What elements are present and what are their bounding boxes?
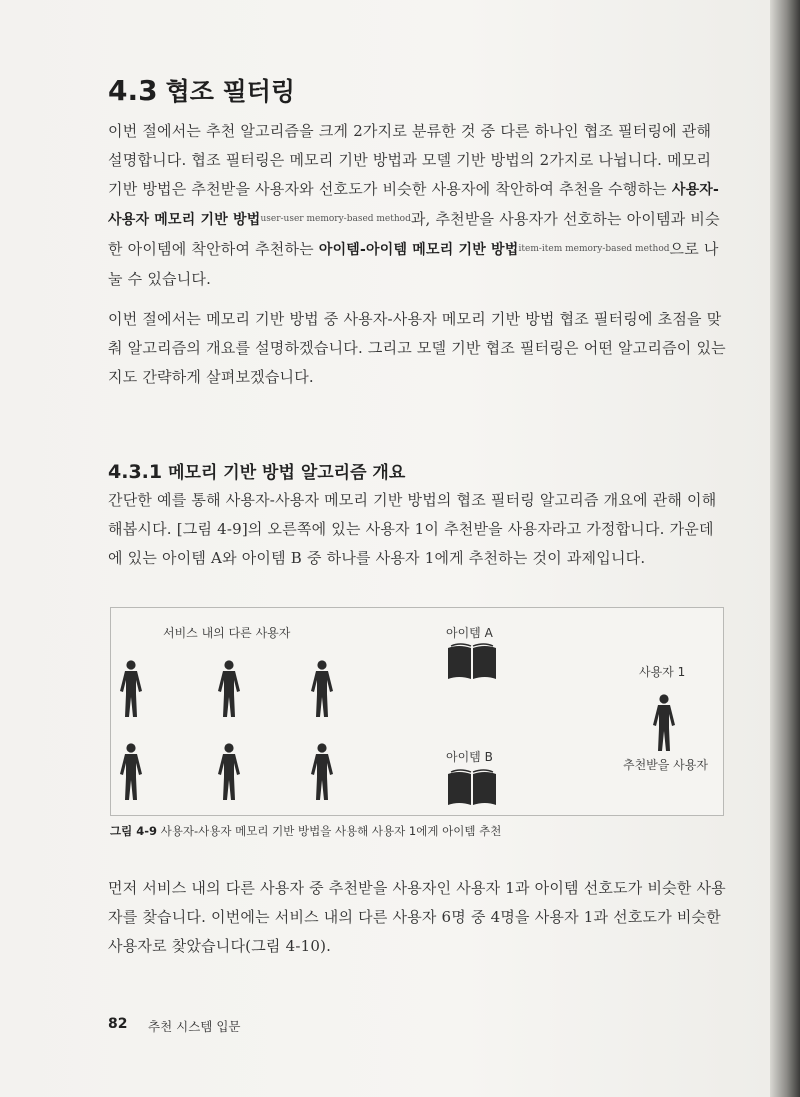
gloss-user-user: user-user memory-based method [260,214,411,224]
section-heading [108,72,295,108]
intro-paragraph [108,117,728,294]
person-icon [216,660,242,718]
caption-number: 그림 4-9 [110,824,157,838]
page-number: 82 [108,1016,128,1032]
target-user-label: 추천받을 사용자 [623,758,708,772]
gloss-item-item: item-item memory-based method [518,244,670,254]
running-footer-title: 추천 시스템 입문 [148,1019,241,1034]
person-icon [309,743,335,801]
item-b-book-icon [446,768,498,806]
person-icon [216,743,242,801]
figure-4-9 [110,607,724,816]
user1-label: 사용자 1 [639,665,686,679]
intro-text-2: 과, 추천받을 사용자가 선호하는 아이템과 비슷한 아이템에 착안하여 추천하는 [108,210,720,258]
subsection-number: 4.3.1 [108,461,163,483]
term-user-user: 사용자-사용자 메모리 기반 방법 [108,182,720,228]
caption-text: 사용자-사용자 메모리 기반 방법을 사용해 사용자 1에게 아이템 추천 [160,824,502,838]
intro-text-1: 이번 절에서는 추천 알고리즘을 크게 2가지로 분류한 것 중 다른 하나인 협조 필터링에 관해 설명합니다. 협조 필터링은 메모리 기반 방법과 모델 기반 방법의 2가지로 나뉩니다. 메모리 기반 방법은 추천받을 사용자와 선호도가 비슷한 사용자에 착안하여 추천을 수행하는 [108,122,712,198]
subsection-title: 메모리 기반 방법 알고리즘 개요 [168,463,406,483]
person-icon [118,660,144,718]
example-paragraph: 간단한 예를 통해 사용자-사용자 메모리 기반 방법의 협조 필터링 알고리즘 개요에 관해 이해해봅시다. [그림 4-9]의 오른쪽에 있는 사용자 1이 추천받을 사용자라고 가정합니다. 가운데에 있는 아이템 A와 아이템 B 중 하나를 사용자 1에게 추천하는 것이 과제입니다. [108,491,717,567]
target-user-person-icon [651,694,677,752]
item-a-label: 아이템 A [446,626,493,640]
intro-text-3: 으로 나눌 수 있습니다. [108,240,719,288]
section-title: 협조 필터링 [165,77,296,106]
result-paragraph: 먼저 서비스 내의 다른 사용자 중 추천받을 사용자인 사용자 1과 아이템 선호도가 비슷한 사용자를 찾습니다. 이번에는 서비스 내의 다른 사용자 6명 중 4명을 사용자 1과 선호도가 비슷한 사용자로 찾았습니다(그림 4-10). [108,879,726,955]
book-spine-shadow [770,0,800,1097]
focus-paragraph: 이번 절에서는 메모리 기반 방법 중 사용자-사용자 메모리 기반 방법 협조 필터링에 초점을 맞춰 알고리즘의 개요를 설명하겠습니다. 그리고 모델 기반 협조 필터링은 어떤 알고리즘이 있는지도 간략하게 살펴보겠습니다. [108,310,726,386]
person-icon [118,743,144,801]
person-icon [309,660,335,718]
item-b-label: 아이템 B [446,750,493,764]
figure-caption [110,823,501,839]
subsection-heading [108,458,405,483]
term-item-item: 아이템-아이템 메모리 기반 방법 [318,242,519,258]
section-number: 4.3 [108,74,158,107]
other-users-label: 서비스 내의 다른 사용자 [163,626,291,640]
item-a-book-icon [446,642,498,680]
